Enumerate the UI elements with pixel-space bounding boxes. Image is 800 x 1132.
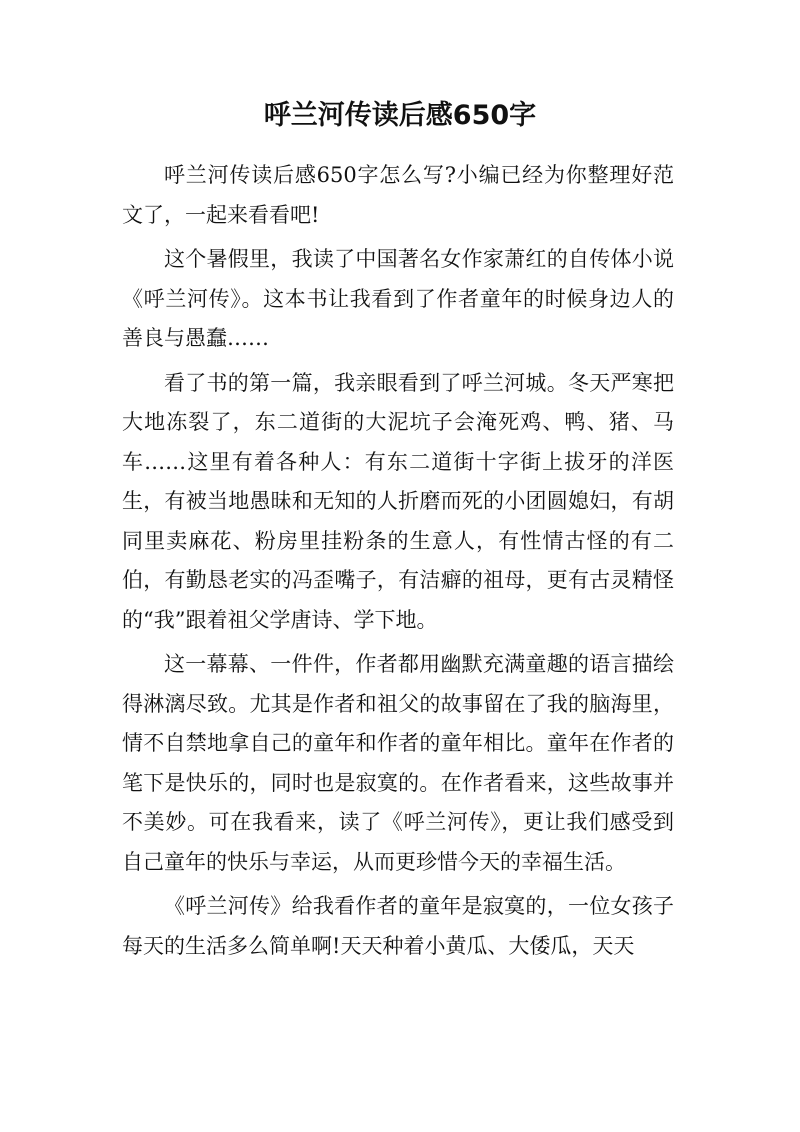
paragraph-intro: 呼兰河传读后感650字怎么写?小编已经为你整理好范文了，一起来看看吧! <box>122 163 674 227</box>
paragraph-lonely-childhood: 《呼兰河传》给我看作者的童年是寂寞的，一位女孩子每天的生活多么简单啊!天天种着小黄瓜、大倭瓜，天天 <box>122 894 674 958</box>
document-body <box>122 156 674 971</box>
paragraph-hulan-city: 看了书的第一篇，我亲眼看到了呼兰河城。冬天严寒把大地冻裂了，东二道街的大泥坑子会淹死鸡、鸭、猪、马车……这里有着各种人：有东二道街十字街上拔牙的洋医生，有被当地愚昧和无知的人折磨而死的小团圆媳妇，有胡同里卖麻花、粉房里挂粉条的生意人，有性情古怪的有二伯，有勤恳老实的冯歪嘴子，有洁癖的祖母，更有古灵精怪的“我”跟着祖父学唐诗、学下地。 <box>122 370 674 632</box>
paragraph-reflection: 这一幕幕、一件件，作者都用幽默充满童趣的语言描绘得淋漓尽致。尤其是作者和祖父的故事留在了我的脑海里，情不自禁地拿自己的童年和作者的童年相比。童年在作者的笔下是快乐的，同时也是寂寞的。在作者看来，这些故事并不美妙。可在我看来，读了《呼兰河传》，更让我们感受到自己童年的快乐与幸运，从而更珍惜今天的幸福生活。 <box>122 652 674 874</box>
document-title: 呼兰河传读后感650字 <box>263 100 537 131</box>
paragraph-summer-reading: 这个暑假里，我读了中国著名女作家萧红的自传体小说《呼兰河传》。这本书让我看到了作者童年的时候身边人的善良与愚蠢…… <box>122 247 674 350</box>
